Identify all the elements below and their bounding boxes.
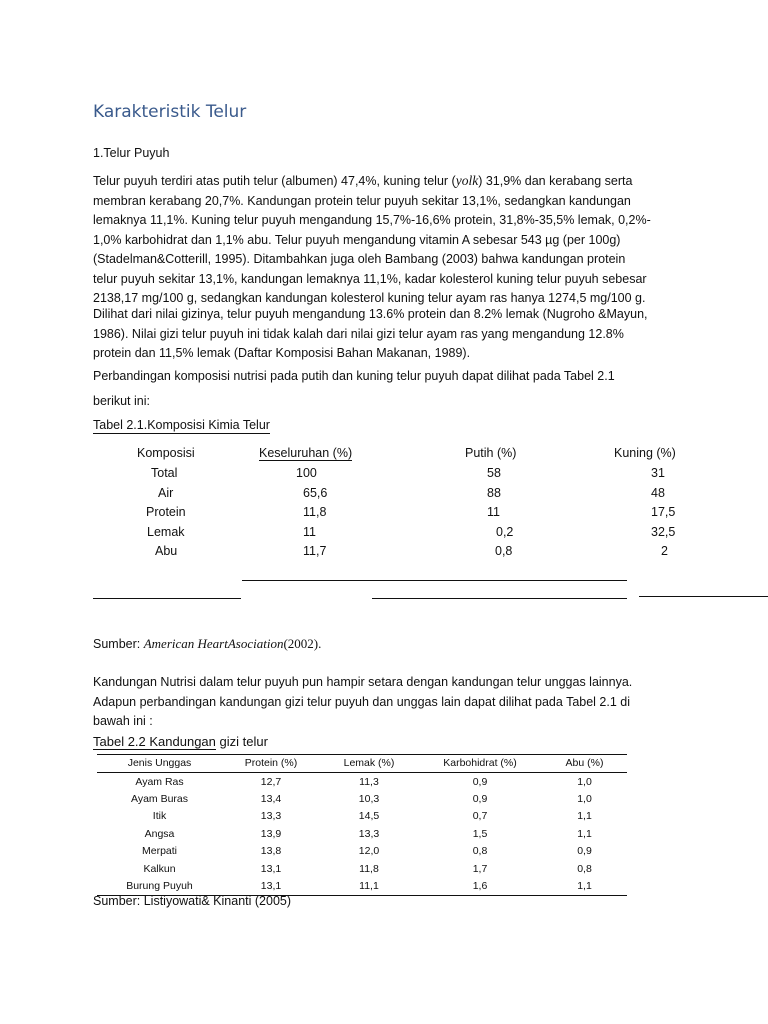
table2-cell: 0,8 <box>577 862 592 875</box>
table2-header-cell: Protein (%) <box>222 755 320 773</box>
table2-source: Sumber: Listiyowati& Kinanti (2005) <box>93 894 292 908</box>
table1-cell: 11 <box>303 525 316 539</box>
p4-line: berikut ini: <box>93 394 150 408</box>
table1-header-putih: Putih (%) <box>465 446 517 460</box>
table1-cell: 58 <box>487 466 501 480</box>
p5-line-1: Kandungan Nutrisi dalam telur puyuh pun hampir setara dengan kandungan telur unggas lainnya. <box>93 675 633 689</box>
table2-cell: 12,0 <box>358 845 380 858</box>
table1-cell: 11,8 <box>303 505 327 519</box>
table1-cell: 48 <box>651 486 665 500</box>
table1-cell: Air <box>158 486 174 500</box>
page-heading: Karakteristik Telur <box>93 102 247 122</box>
table2-cell: 12,7 <box>260 775 282 788</box>
table2-cell: 14,5 <box>358 810 380 823</box>
table-row <box>97 877 627 895</box>
table1-cell: Protein <box>146 505 186 519</box>
p1-line-6: telur puyuh sekitar 13,1%, kandungan lemaknya 11,1%, kadar kolesterol kuning telur puyuh sebesar <box>93 271 647 286</box>
paragraph-3 <box>93 367 678 387</box>
p1-line-3: lemaknya 11,1%. Kuning telur puyuh mengandung 15,7%-16,6% protein, 31,8%-35,5% lemak, 0,2%- <box>93 213 651 227</box>
table2-cell: 0,9 <box>472 775 488 788</box>
table2-cell: Itik <box>152 810 167 823</box>
table1-caption: Tabel 2.1.Komposisi Kimia Telur <box>93 418 270 432</box>
paragraph-4 <box>93 392 678 412</box>
table2-caption <box>93 734 268 749</box>
table-row <box>97 808 627 825</box>
table2 <box>97 754 627 896</box>
table2-cell: Kalkun <box>143 862 176 875</box>
table1-cell: 17,5 <box>651 505 676 519</box>
p1-line-5: (Stadelman&Cotterill, 1995). Ditambahkan juga oleh Bambang (2003) bahwa kandungan protein <box>93 252 626 266</box>
table-row <box>97 790 627 807</box>
table2-header-cell: Karbohidrat (%) <box>418 755 542 773</box>
p2-line-1: Dilihat dari nilai gizinya, telur puyuh mengandung 13.6% protein dan 8.2% lemak (Nugroho &Mayun, <box>93 307 648 321</box>
table-row <box>97 825 627 842</box>
table2-grid <box>97 754 627 896</box>
table2-cell: Ayam Buras <box>131 793 188 806</box>
table2-cell: 13,3 <box>358 827 380 840</box>
table2-cell: 0,7 <box>472 810 488 823</box>
table2-cell: 0,8 <box>472 845 488 858</box>
table2-cell: 11,1 <box>320 877 418 895</box>
source1-year: (2002). <box>283 636 322 651</box>
table2-cell: 13,3 <box>260 810 282 823</box>
table1-cell: 31 <box>651 466 665 480</box>
table1-rule <box>242 580 627 581</box>
table2-caption-rest: gizi telur <box>215 734 268 749</box>
table2-cell: 1,0 <box>577 775 592 788</box>
p2-line-2: 1986). Nilai gizi telur puyuh ini tidak kalah dari nilai gizi telur ayam ras yang mengandung 12.8% <box>93 326 624 341</box>
table-row <box>97 860 627 877</box>
source1-label: Sumber: <box>93 637 144 651</box>
table1-source <box>93 636 321 652</box>
table1-cell: 65,6 <box>303 486 328 500</box>
table1-cell: 100 <box>296 466 317 480</box>
p5-line-3: bawah ini : <box>93 714 153 728</box>
table-row <box>97 773 627 791</box>
table1-header-kuning: Kuning (%) <box>614 446 676 460</box>
table2-cell: Ayam Ras <box>135 775 184 788</box>
table2-cell: 1,0 <box>577 793 592 806</box>
table1-cell: 0,8 <box>495 544 513 558</box>
table2-caption-underlined: Tabel 2.2 Kandungan <box>93 734 216 749</box>
section-title: 1.Telur Puyuh <box>93 146 170 160</box>
table2-header-cell: Lemak (%) <box>320 755 418 773</box>
table1-cell: Abu <box>155 544 178 558</box>
paragraph-2 <box>93 305 678 364</box>
p1-line-7: 2138,17 mg/100 g, sedangkan kandungan kolesterol kuning telur ayam ras hanya 1274,5 mg/100 g. <box>93 291 646 305</box>
table1-cell: 2 <box>661 544 668 558</box>
table1-rule <box>639 596 768 597</box>
table2-cell: Angsa <box>144 827 175 840</box>
table2-cell: 1,6 <box>418 877 542 895</box>
table1-cell: 11 <box>487 505 500 519</box>
table2-cell: 13,4 <box>260 793 282 806</box>
table2-cell: 11,3 <box>359 775 379 788</box>
table1-header-komposisi: Komposisi <box>137 446 195 460</box>
table2-cell: 1,1 <box>577 827 592 840</box>
table2-cell: 13,1 <box>222 877 320 895</box>
table1-cell: 11,7 <box>303 544 327 558</box>
table2-cell: 0,9 <box>577 845 592 858</box>
source1-name: American HeartAsociation <box>143 636 284 651</box>
table2-cell: 11,8 <box>359 862 379 875</box>
table2-cell: 1,1 <box>577 810 592 823</box>
p1-yolk-term: yolk <box>455 173 479 188</box>
table2-header-cell: Abu (%) <box>542 755 627 773</box>
p1-line-4: 1,0% karbohidrat dan 1,1% abu. Telur puyuh mengandung vitamin A sebesar 543 µg (per 100g) <box>93 232 621 247</box>
p1-line-1c: ) 31,9% dan kerabang serta <box>478 174 633 188</box>
table2-cell: 1,5 <box>472 827 488 840</box>
table2-header-row <box>97 755 627 773</box>
table2-cell: 13,8 <box>260 845 282 858</box>
p5-line-2: Adapun perbandingan kandungan gizi telur puyuh dan unggas lain dapat dilihat pada Tabel 2.1 di <box>93 694 631 709</box>
table2-cell: 13,1 <box>260 862 282 875</box>
table2-cell: 13,9 <box>260 827 282 840</box>
table-row <box>97 843 627 860</box>
table1-cell: Total <box>151 466 178 480</box>
table2-cell: Burung Puyuh <box>97 877 222 895</box>
table1-cell: 32,5 <box>651 525 676 539</box>
table1-rule <box>93 598 241 599</box>
p1-line-1a: Telur puyuh terdiri atas putih telur (albumen) 47,4%, kuning telur ( <box>93 174 456 188</box>
p3-line: Perbandingan komposisi nutrisi pada putih dan kuning telur puyuh dapat dilihat pada Tabel 2.1 <box>93 369 615 383</box>
table2-cell: 0,9 <box>472 793 488 806</box>
table2-cell: 1,1 <box>542 877 627 895</box>
table2-header-cell: Jenis Unggas <box>97 755 222 773</box>
table2-cell: 1,7 <box>472 862 488 875</box>
table1-cell: 0,2 <box>496 525 514 539</box>
table1-rule <box>372 598 627 599</box>
p2-line-3: protein dan 11,5% lemak (Daftar Komposisi Bahan Makanan, 1989). <box>93 346 471 360</box>
table2-cell: Merpati <box>141 845 177 858</box>
table1-header-keseluruhan: Keseluruhan (%) <box>259 446 353 460</box>
p1-line-2: membran kerabang 20,7%. Kandungan protein telur puyuh sekitar 13,1%, sedangkan kandungan <box>93 193 631 208</box>
table2-cell: 10,3 <box>358 793 380 806</box>
paragraph-1 <box>93 171 678 309</box>
paragraph-5 <box>93 673 678 732</box>
table1-cell: 88 <box>487 486 501 500</box>
table1-cell: Lemak <box>147 525 185 539</box>
